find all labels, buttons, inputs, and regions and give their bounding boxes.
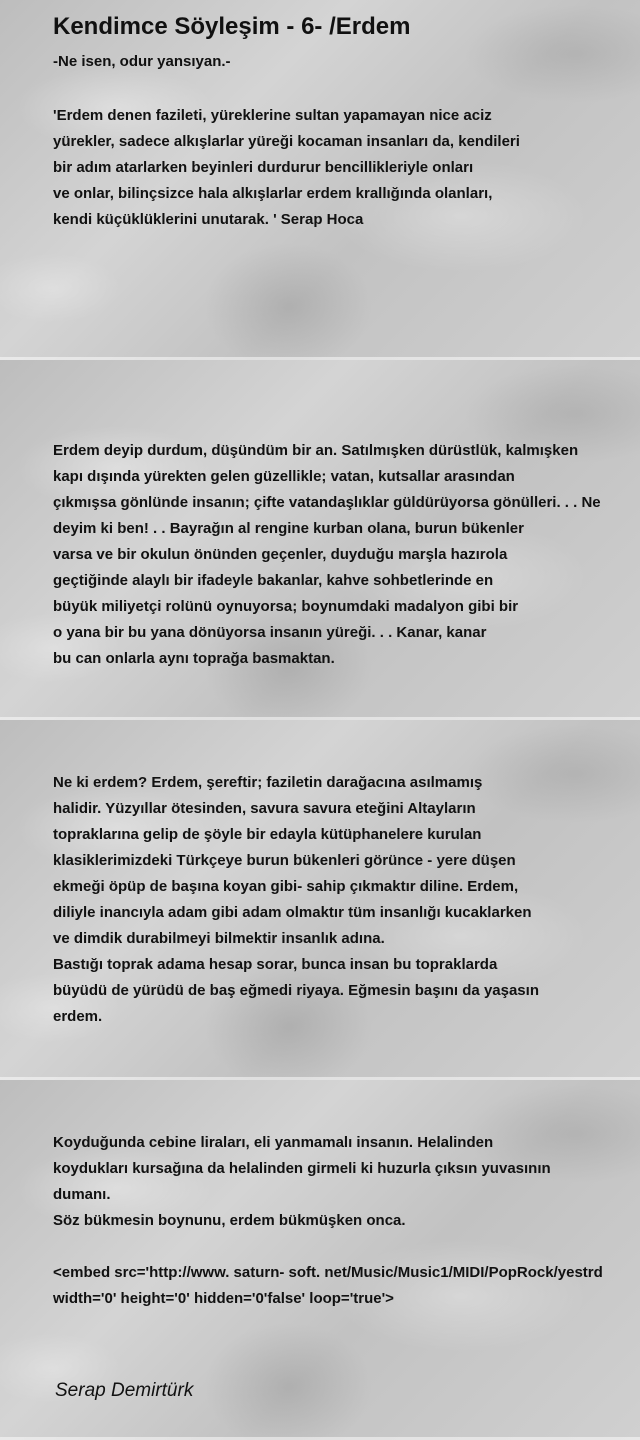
paragraph-line: Koyduğunda cebine liraları, eli yanmamalı insanın. Helalinden: [53, 1134, 494, 1151]
paragraph-line: o yana bir bu yana dönüyorsa insanın yüreği. . . Kanar, kanar: [53, 624, 487, 641]
paragraph-line: Söz bükmesin boynunu, erdem bükmüşken onca.: [53, 1212, 406, 1229]
embed-code-line: <embed src='http://www. saturn- soft. net/Music/Music1/MIDI/PopRock/yestrd: [53, 1264, 603, 1281]
paragraph-line: büyük miliyetçi rolünü oynuyorsa; boynumdaki madalyon gibi bir: [53, 598, 519, 615]
paragraph-line: halidir. Yüzyıllar ötesinden, savura savura eteğini Altayların: [53, 800, 476, 817]
quote-line: yürekler, sadece alkışlarlar yüreği kocaman insanları da, kendileri: [53, 133, 520, 150]
background-panel-3: [0, 720, 640, 1080]
paragraph-line: çıkmışsa gönlünde insanın; çifte vatandaşlıklar güldürüyorsa gönülleri. . . Ne: [53, 494, 601, 511]
page-title: Kendimce Söyleşim - 6- /Erdem: [53, 13, 411, 40]
paragraph-line: klasiklerimizdeki Türkçeye burun bükenleri görünce - yere düşen: [53, 852, 516, 869]
paragraph-line: dumanı.: [53, 1186, 111, 1203]
author-signature: Serap Demirtürk: [55, 1380, 194, 1401]
paragraph-line: Erdem deyip durdum, düşündüm bir an. Satılmışken dürüstlük, kalmışken: [53, 442, 579, 459]
paragraph-line: kapı dışında yürekten gelen güzellikle; vatan, kutsallar arasından: [53, 468, 515, 485]
subtitle-text: -Ne isen, odur yansıyan.-: [53, 53, 231, 70]
paragraph-2: [53, 438, 601, 672]
paragraph-line: geçtiğinde alaylı bir ifadeyle bakanlar, kahve sohbetlerinde en: [53, 572, 494, 589]
paragraph-line: ekmeği öpüp de başına koyan gibi- sahip çıkmaktır diline. Erdem,: [53, 878, 519, 895]
quote-line: kendi küçüklüklerini unutarak. ' Serap Hoca: [53, 211, 364, 228]
paragraph-line: erdem.: [53, 1008, 103, 1025]
paragraph-line: varsa ve bir okulun önünden geçenler, duyduğu marşla hazırola: [53, 546, 508, 563]
paragraph-line: topraklarına gelip de şöyle bir edayla kütüphanelere kurulan: [53, 826, 482, 843]
paragraph-line: bu can onlarla aynı toprağa basmaktan.: [53, 650, 335, 667]
paragraph-line: Ne ki erdem? Erdem, şereftir; faziletin darağacına asılmamış: [53, 774, 483, 791]
embed-code-line: width='0' height='0' hidden='0'false' loop='true'>: [53, 1290, 394, 1307]
paragraph-line: büyüdü de yürüdü de baş eğmedi riyaya. Eğmesin başını da yaşasın: [53, 982, 539, 999]
paragraph-line: Bastığı toprak adama hesap sorar, bunca insan bu topraklarda: [53, 956, 498, 973]
quote-line: ve onlar, bilinçsizce hala alkışlarlar erdem krallığında olanları,: [53, 185, 493, 202]
subtitle: [53, 49, 231, 75]
paragraph-line: diliyle inancıyla adam gibi adam olmaktır tüm insanlığı kucaklarken: [53, 904, 532, 921]
background-panel-1: [0, 0, 640, 360]
quote-line: 'Erdem denen fazileti, yüreklerine sultan yapamayan nice aciz: [53, 107, 492, 124]
quote-block: [53, 103, 520, 233]
paragraph-3: [53, 770, 539, 1030]
quote-line: bir adım atarlarken beyinleri durdurur bencillikleriyle onları: [53, 159, 474, 176]
paragraph-line: deyim ki ben! . . Bayrağın al rengine kurban olana, burun bükenler: [53, 520, 524, 537]
paragraph-line: koydukları kursağına da helalinden girmeli ki huzurla çıksın yuvasının: [53, 1160, 551, 1177]
paragraph-line: ve dimdik durabilmeyi bilmektir insanlık adına.: [53, 930, 385, 947]
paragraph-4: [53, 1130, 551, 1234]
background-panel-2: [0, 360, 640, 720]
embed-code-block: [53, 1260, 603, 1312]
